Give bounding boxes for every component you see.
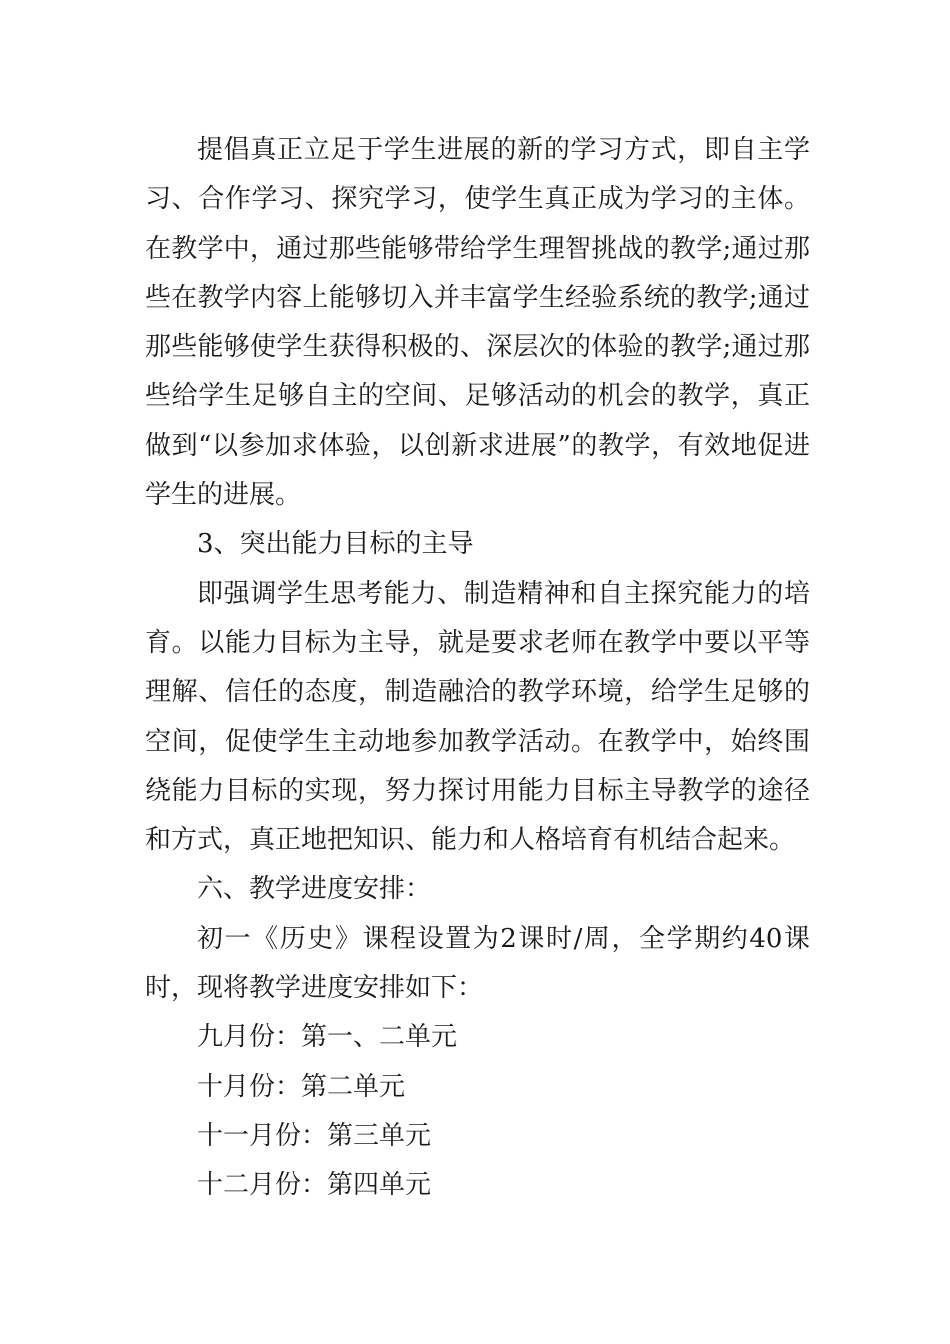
document-page — [145, 126, 810, 1211]
schedule-november: 十一月份：第三单元 — [197, 1120, 432, 1151]
schedule-september: 九月份：第一、二单元 — [197, 1022, 458, 1053]
heading-teaching-schedule: 六、教学进度安排： — [197, 874, 432, 905]
schedule-december: 十二月份：第四单元 — [197, 1170, 432, 1201]
heading-ability-goal: 3、突出能力目标的主导 — [197, 529, 474, 560]
schedule-october: 十月份：第二单元 — [197, 1071, 406, 1102]
paragraph-learning-methods: 提倡真正立足于学生进展的新的学习方式，即自主学习、合作学习、探究学习，使学生真正成为学习的主体。在教学中，通过那些能够带给学生理智挑战的教学;通过那些在教学内容上能够切入并丰富学生经验系统的教学;通过那些能够使学生获得积极的、深层次的体验的教学;通过那些给学生足够自主的空间、足够活动的机会的教学，真正做到“以参加求体验，以创新求进展”的教学，有效地促进学生的进展。 — [145, 135, 810, 511]
paragraph-course-setup: 初一《历史》课程设置为2课时/周，全学期约40课时，现将教学进度安排如下： — [145, 923, 810, 1004]
paragraph-ability-goal: 即强调学生思考能力、制造精神和自主探究能力的培育。以能力目标为主导，就是要求老师在教学中要以平等理解、信任的态度，制造融洽的教学环境，给学生足够的空间，促使学生主动地参加教学活动。在教学中，始终围绕能力目标的实现，努力探讨用能力目标主导教学的途径和方式，真正地把知识、能力和人格培育有机结合起来。 — [145, 578, 810, 856]
